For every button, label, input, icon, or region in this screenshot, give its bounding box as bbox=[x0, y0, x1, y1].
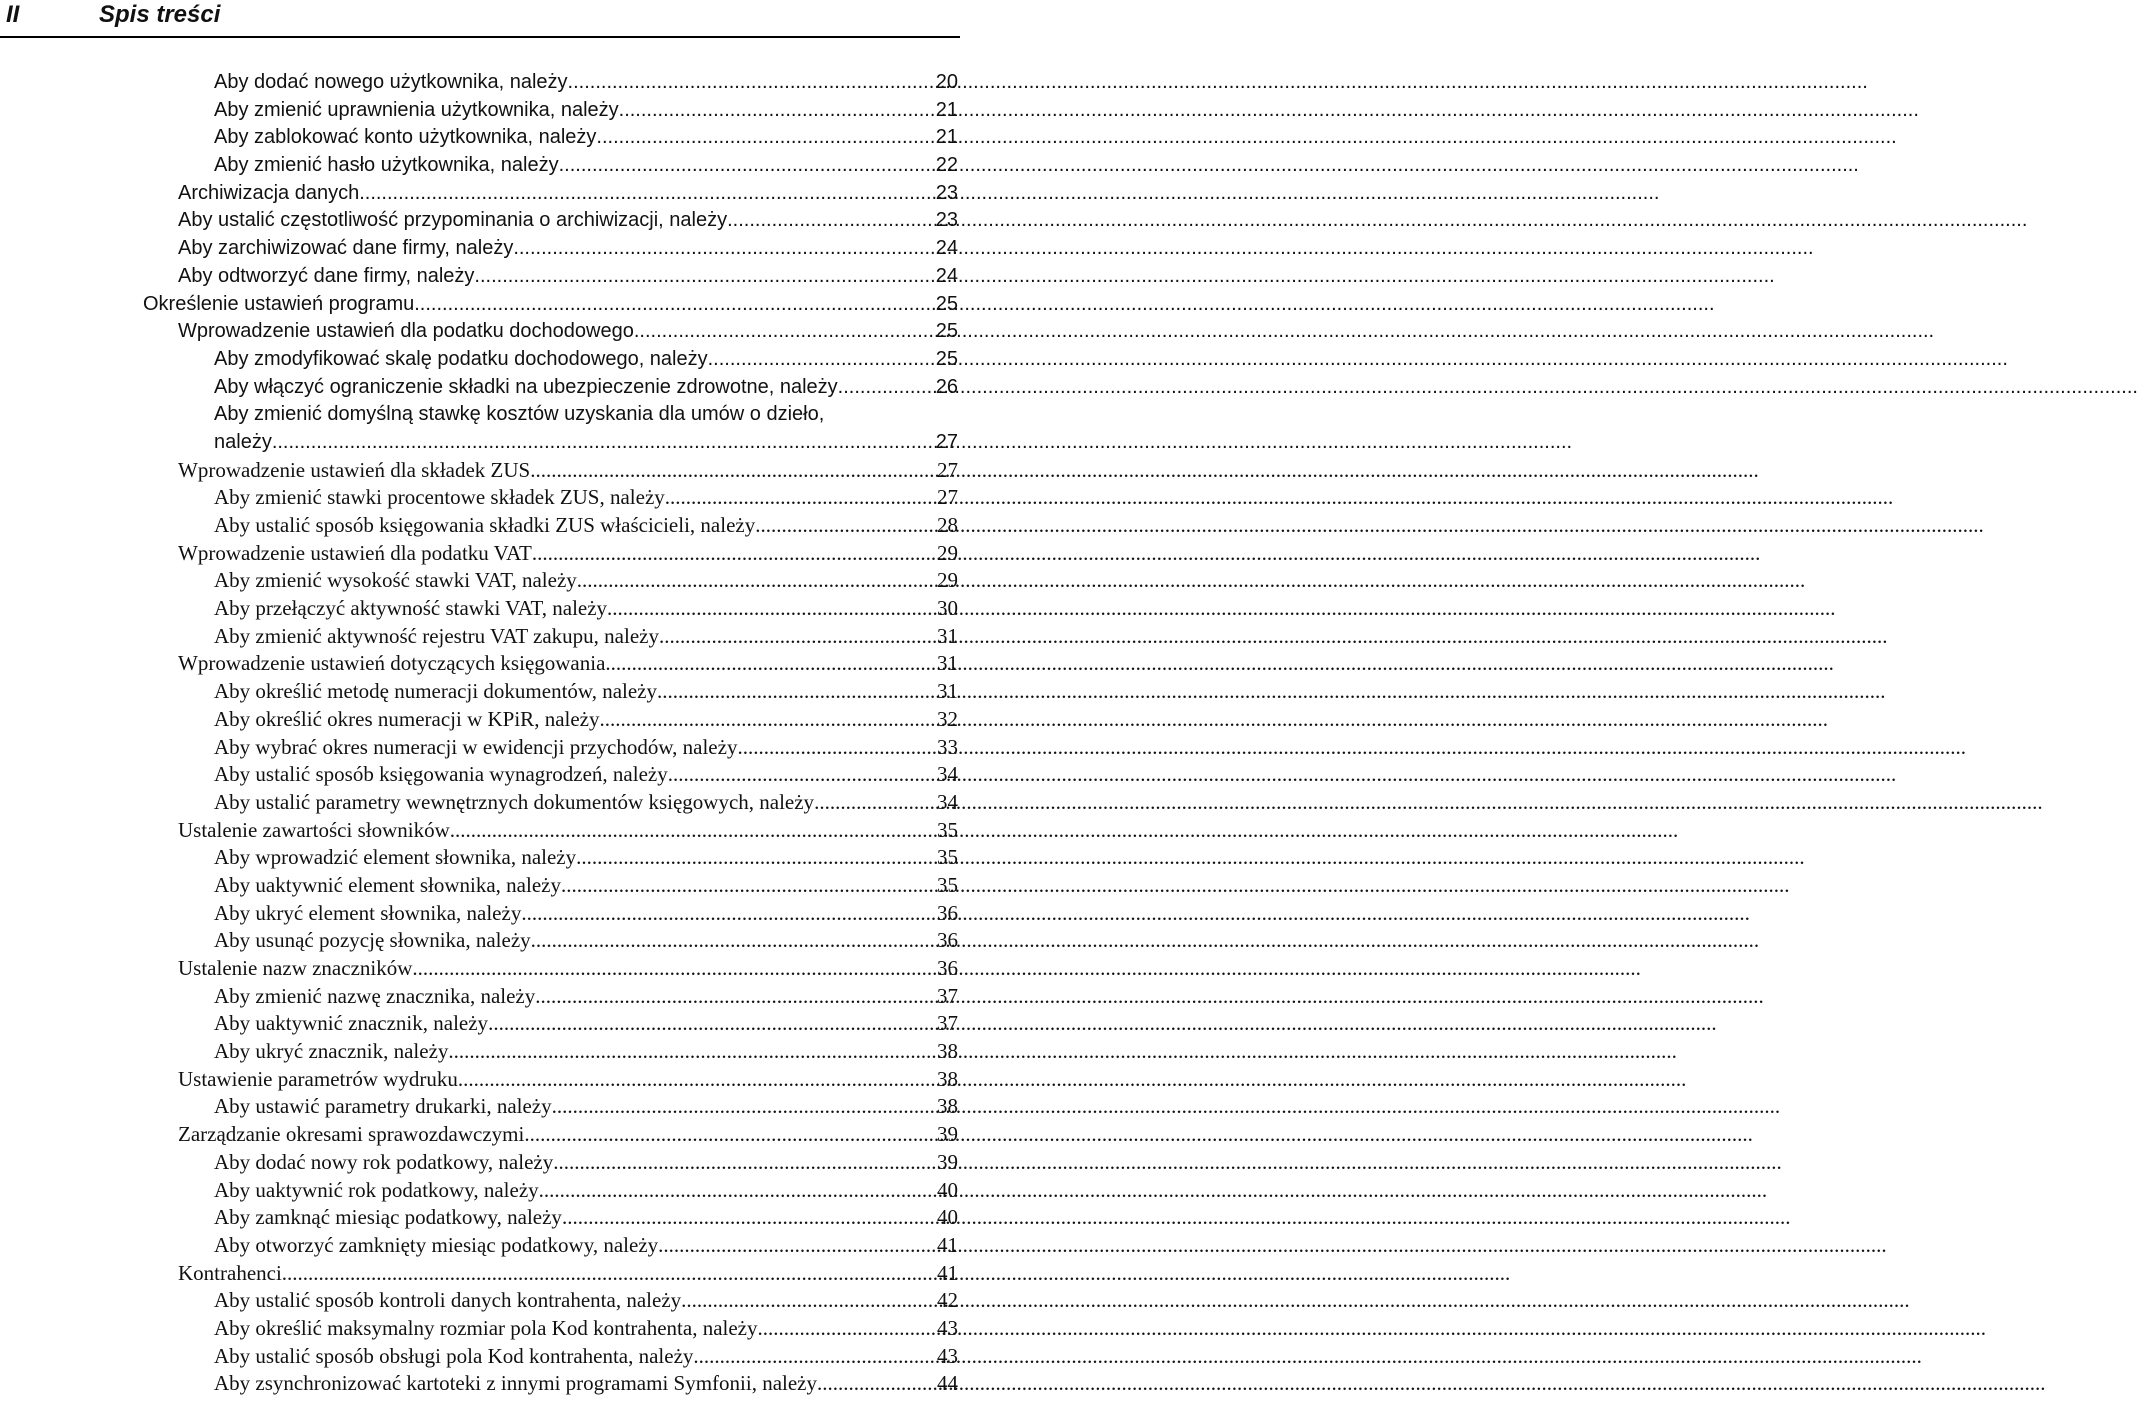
toc-dot-leader bbox=[282, 1260, 937, 1288]
toc-entry-line bbox=[214, 927, 960, 955]
toc-entry[interactable] bbox=[214, 900, 960, 928]
toc-dot-leader bbox=[668, 761, 937, 789]
toc-entry-page: 27 bbox=[937, 485, 958, 510]
toc-entry-title: Aby ustalić parametry wewnętrznych dokumentów księgowych, należy bbox=[214, 789, 815, 814]
toc-entry[interactable] bbox=[214, 1149, 960, 1177]
toc-entry-line bbox=[178, 650, 960, 678]
toc-entry-page: 41 bbox=[937, 1260, 958, 1285]
toc-entry-line bbox=[214, 512, 960, 540]
toc-entry[interactable] bbox=[214, 1370, 960, 1398]
toc-entry[interactable] bbox=[214, 1177, 960, 1205]
toc-entry-title: Aby przełączyć aktywność stawki VAT, należy bbox=[214, 596, 608, 621]
toc-entry-title: Aby ustalić sposób księgowania składki ZUS właścicieli, należy bbox=[214, 513, 756, 537]
toc-entry-title: Aby otworzyć zamknięty miesiąc podatkowy, należy bbox=[214, 1232, 659, 1257]
toc-entry-title: Aby ustalić sposób księgowania wynagrodzeń, należy bbox=[214, 762, 668, 787]
toc-dot-leader bbox=[596, 124, 935, 152]
toc-entry-title: Aby włączyć ograniczenie składki na ubezpieczenie zdrowotne, należy bbox=[214, 375, 838, 398]
toc-entry-title: Aby określić okres numeracji w KPiR, należy bbox=[214, 706, 600, 731]
toc-dot-leader bbox=[838, 374, 936, 402]
toc-entry-page: 24 bbox=[935, 264, 958, 287]
page-header bbox=[0, 0, 960, 38]
toc-entry[interactable] bbox=[214, 1038, 960, 1066]
toc-entry[interactable] bbox=[178, 1121, 960, 1149]
toc-dot-leader bbox=[693, 1343, 937, 1371]
toc-entry-line bbox=[178, 180, 960, 208]
toc-entry-page: 44 bbox=[937, 1371, 958, 1396]
toc-entry[interactable] bbox=[214, 1343, 960, 1371]
toc-entry[interactable] bbox=[214, 734, 960, 762]
toc-entry-page: 27 bbox=[935, 430, 958, 453]
toc-entry-title: Aby ustalić częstotliwość przypominania o archiwizacji, należy bbox=[178, 209, 728, 232]
toc-dot-leader bbox=[412, 955, 937, 983]
toc-entry-line bbox=[214, 789, 960, 817]
toc-dot-leader bbox=[619, 97, 936, 125]
toc-entry-line bbox=[214, 872, 960, 900]
toc-entry-title: Aby określić metodę numeracji dokumentów, należy bbox=[214, 679, 657, 704]
toc-entry-line bbox=[214, 484, 960, 512]
toc-entry-page: 36 bbox=[937, 900, 958, 925]
toc-entry-page: 39 bbox=[937, 1149, 958, 1174]
toc-entry-line bbox=[214, 1149, 960, 1177]
toc-entry-title: Wprowadzenie ustawień dla składek ZUS bbox=[178, 457, 531, 482]
toc-entry[interactable] bbox=[214, 374, 960, 402]
toc-dot-leader bbox=[737, 734, 937, 762]
toc-entry[interactable] bbox=[178, 817, 960, 845]
toc-dot-leader bbox=[414, 291, 936, 319]
toc-entry-line bbox=[214, 900, 960, 928]
toc-dot-leader bbox=[605, 650, 937, 678]
toc-entry-page: 27 bbox=[937, 457, 958, 482]
toc-entry[interactable] bbox=[214, 1093, 960, 1121]
toc-entry-line bbox=[178, 1260, 960, 1288]
toc-entry-line bbox=[214, 1315, 960, 1343]
toc-entry-line bbox=[178, 207, 960, 235]
toc-dot-leader bbox=[539, 1177, 937, 1205]
toc-entry-title: Aby zmienić domyślną stawkę kosztów uzyskania dla umów o dzieło, bbox=[214, 403, 825, 426]
toc-dot-leader bbox=[559, 152, 936, 180]
toc-entry-line bbox=[214, 595, 960, 623]
toc-entry[interactable] bbox=[214, 1204, 960, 1232]
toc-dot-leader bbox=[576, 844, 937, 872]
toc-dot-leader bbox=[665, 484, 937, 512]
toc-entry[interactable] bbox=[214, 567, 960, 595]
toc-entry-title: Aby zmienić uprawnienia użytkownika, należy bbox=[214, 98, 619, 121]
toc-entry[interactable] bbox=[178, 235, 960, 263]
toc-entry[interactable] bbox=[214, 97, 960, 125]
toc-entry-title: Wprowadzenie ustawień dotyczących księgowania bbox=[178, 651, 606, 676]
toc-entry-title: Aby zmienić wysokość stawki VAT, należy bbox=[214, 568, 577, 593]
toc-entry[interactable] bbox=[214, 983, 960, 1011]
toc-entry-page: 36 bbox=[937, 956, 958, 980]
toc-entry-title: Aby zsynchronizować kartoteki z innymi programami Symfonii, należy bbox=[214, 1371, 818, 1396]
toc-entry-title: Aby zablokować konto użytkownika, należy bbox=[214, 126, 597, 149]
toc-entry-line bbox=[214, 346, 960, 374]
toc-entry-page: 41 bbox=[937, 1232, 958, 1257]
toc-entry-title: Aby uaktywnić rok podatkowy, należy bbox=[214, 1177, 539, 1202]
toc-dot-leader bbox=[530, 457, 937, 485]
toc-entry-page: 35 bbox=[937, 845, 958, 870]
toc-entry-title: Aby dodać nowy rok podatkowy, należy bbox=[214, 1149, 554, 1174]
toc-entry-page: 26 bbox=[935, 375, 958, 398]
toc-entry-line bbox=[214, 844, 960, 872]
toc-entry[interactable] bbox=[214, 512, 960, 540]
toc-entry-line bbox=[178, 540, 960, 568]
toc-dot-leader bbox=[488, 1010, 937, 1038]
toc-entry[interactable] bbox=[214, 124, 960, 152]
toc-entry-page: 43 bbox=[937, 1343, 958, 1368]
toc-entry[interactable] bbox=[178, 540, 960, 568]
toc-entry-line bbox=[214, 97, 960, 125]
toc-entry-title: Określenie ustawień programu bbox=[143, 292, 415, 315]
toc-entry-page: 23 bbox=[935, 181, 958, 204]
toc-entry-line bbox=[178, 1121, 960, 1149]
toc-entry[interactable] bbox=[214, 152, 960, 180]
toc-entry-title: Ustawienie parametrów wydruku bbox=[178, 1066, 458, 1091]
toc-entry[interactable] bbox=[178, 1066, 960, 1094]
toc-dot-leader bbox=[600, 706, 938, 734]
toc-dot-leader bbox=[659, 623, 937, 651]
toc-entry-title: Aby uaktywnić element słownika, należy bbox=[214, 872, 561, 897]
toc-entry-line bbox=[178, 457, 960, 485]
toc-entry-page: 43 bbox=[937, 1315, 958, 1340]
toc-entry-line bbox=[214, 1343, 960, 1371]
toc-entry-title: Aby zmienić stawki procentowe składek ZUS, należy bbox=[214, 485, 665, 510]
toc-entry-title: Aby ukryć element słownika, należy bbox=[214, 900, 522, 925]
toc-entry[interactable] bbox=[214, 927, 960, 955]
toc-entry-title: Aby dodać nowego użytkownika, należy bbox=[214, 71, 568, 93]
toc-dot-leader bbox=[814, 789, 937, 817]
toc-entry-line bbox=[214, 152, 960, 180]
toc-entry[interactable] bbox=[214, 69, 960, 97]
toc-entry-line bbox=[214, 1232, 960, 1260]
toc-entry-page: 23 bbox=[935, 209, 958, 232]
toc-entry-page: 34 bbox=[937, 762, 958, 787]
toc-entry-page: 28 bbox=[937, 513, 958, 537]
toc-entry-title: Aby uaktywnić znacznik, należy bbox=[214, 1011, 489, 1036]
toc-entry-page: 29 bbox=[937, 568, 958, 593]
toc-entry-page: 40 bbox=[937, 1177, 958, 1202]
toc-entry[interactable] bbox=[214, 761, 960, 789]
toc-dot-leader bbox=[727, 207, 936, 235]
toc-entry[interactable] bbox=[143, 291, 960, 319]
toc-entry-line bbox=[143, 291, 960, 319]
toc-dot-leader bbox=[272, 429, 936, 457]
toc-entry-title: Aby zmienić aktywność rejestru VAT zakupu, należy bbox=[214, 623, 659, 648]
toc-entry[interactable] bbox=[214, 1315, 960, 1343]
toc-entry[interactable] bbox=[214, 678, 960, 706]
toc-entry-title: należy bbox=[214, 430, 272, 453]
toc-entry[interactable] bbox=[178, 650, 960, 678]
toc-entry-line bbox=[214, 734, 960, 762]
toc-entry-title: Aby zarchiwizować dane firmy, należy bbox=[178, 237, 514, 260]
toc-entry[interactable] bbox=[214, 429, 960, 457]
toc-entry-line bbox=[214, 1287, 960, 1315]
toc-entry-page: 32 bbox=[937, 706, 958, 731]
toc-entry-page: 30 bbox=[937, 596, 958, 621]
toc-entry-page: 36 bbox=[937, 928, 958, 953]
toc-entry-title: Aby usunąć pozycję słownika, należy bbox=[214, 928, 531, 953]
toc-entry-page: 25 bbox=[935, 292, 958, 315]
toc-entry-page: 38 bbox=[937, 1066, 958, 1091]
toc-dot-leader bbox=[513, 235, 935, 263]
toc-entry-line bbox=[214, 761, 960, 789]
toc-dot-leader bbox=[755, 512, 937, 540]
toc-entry-title: Zarządzanie okresami sprawozdawczymi bbox=[178, 1122, 525, 1147]
toc-entry-title: Aby zmienić nazwę znacznika, należy bbox=[214, 983, 536, 1008]
toc-entry[interactable] bbox=[178, 1260, 960, 1288]
toc-entry-page: 33 bbox=[937, 734, 958, 759]
toc-entry[interactable] bbox=[214, 401, 960, 429]
toc-entry-title: Archiwizacja danych bbox=[178, 181, 360, 204]
toc-entry[interactable] bbox=[178, 207, 960, 235]
toc-dot-leader bbox=[359, 180, 936, 208]
toc-dot-leader bbox=[458, 1066, 937, 1094]
toc-dot-leader bbox=[521, 900, 937, 928]
toc-dot-leader bbox=[634, 318, 936, 346]
toc-entry[interactable] bbox=[214, 484, 960, 512]
toc-entry-title: Aby odtworzyć dane firmy, należy bbox=[178, 264, 475, 287]
toc-entry-line bbox=[214, 623, 960, 651]
toc-entry-page: 37 bbox=[937, 983, 958, 1008]
toc-entry-line bbox=[178, 955, 960, 983]
toc-entry-page: 37 bbox=[937, 1011, 958, 1036]
table-of-contents bbox=[0, 69, 960, 1398]
toc-entry-title: Aby określić maksymalny rozmiar pola Kod kontrahenta, należy bbox=[214, 1315, 758, 1340]
toc-dot-leader bbox=[474, 263, 935, 291]
toc-entry-title: Aby zamknąć miesiąc podatkowy, należy bbox=[214, 1205, 562, 1230]
toc-entry-title: Aby zmodyfikować skalę podatku dochodowego, należy bbox=[214, 347, 708, 370]
toc-entry-page: 31 bbox=[937, 623, 958, 648]
toc-entry-line bbox=[214, 1370, 960, 1398]
toc-entry-line bbox=[214, 429, 960, 457]
toc-entry[interactable] bbox=[214, 623, 960, 651]
toc-entry-line bbox=[178, 817, 960, 845]
toc-entry-line bbox=[214, 567, 960, 595]
toc-entry-page: 35 bbox=[937, 817, 958, 842]
toc-entry-page: 35 bbox=[937, 872, 958, 897]
toc-entry[interactable] bbox=[214, 346, 960, 374]
toc-entry[interactable] bbox=[178, 318, 960, 346]
toc-entry-line bbox=[214, 706, 960, 734]
toc-dot-leader bbox=[657, 678, 937, 706]
toc-dot-leader bbox=[681, 1287, 937, 1315]
toc-dot-leader bbox=[562, 1204, 937, 1232]
toc-entry-title: Aby ukryć znacznik, należy bbox=[214, 1039, 449, 1064]
toc-entry-line bbox=[214, 1093, 960, 1121]
toc-entry-page: 42 bbox=[937, 1288, 958, 1313]
toc-entry-page: 24 bbox=[935, 237, 958, 260]
toc-entry-line bbox=[214, 69, 960, 97]
toc-entry-page: 25 bbox=[935, 347, 958, 370]
toc-entry-page: 38 bbox=[937, 1039, 958, 1064]
toc-dot-leader bbox=[607, 595, 937, 623]
toc-entry-page: 25 bbox=[935, 320, 958, 343]
toc-dot-leader bbox=[450, 817, 937, 845]
toc-entry-page: 21 bbox=[935, 98, 958, 121]
toc-dot-leader bbox=[568, 69, 936, 97]
toc-entry-page: 39 bbox=[937, 1122, 958, 1147]
toc-dot-leader bbox=[524, 1121, 937, 1149]
toc-entry-title: Aby ustawić parametry drukarki, należy bbox=[214, 1094, 552, 1119]
toc-entry-title: Aby ustalić sposób obsługi pola Kod kontrahenta, należy bbox=[214, 1343, 694, 1368]
toc-dot-leader bbox=[758, 1315, 938, 1343]
toc-dot-leader bbox=[553, 1149, 937, 1177]
toc-entry[interactable] bbox=[214, 1287, 960, 1315]
toc-entry-page: 31 bbox=[937, 651, 958, 676]
toc-dot-leader bbox=[708, 346, 936, 374]
toc-entry-page: 34 bbox=[937, 789, 958, 814]
toc-dot-leader bbox=[817, 1370, 937, 1398]
toc-entry-title: Wprowadzenie ustawień dla podatku dochodowego bbox=[178, 320, 634, 343]
toc-entry[interactable] bbox=[214, 844, 960, 872]
toc-entry-title: Ustalenie nazw znaczników bbox=[178, 956, 413, 980]
toc-entry-line bbox=[214, 1038, 960, 1066]
toc-entry-line bbox=[178, 318, 960, 346]
toc-entry-line bbox=[214, 124, 960, 152]
toc-entry-page: 21 bbox=[935, 126, 958, 149]
toc-entry[interactable] bbox=[214, 872, 960, 900]
toc-dot-leader bbox=[561, 872, 937, 900]
toc-dot-leader bbox=[448, 1038, 937, 1066]
toc-entry-line bbox=[214, 1177, 960, 1205]
toc-entry-title: Wprowadzenie ustawień dla podatku VAT bbox=[178, 540, 532, 565]
toc-entry-line bbox=[214, 983, 960, 1011]
toc-dot-leader bbox=[531, 927, 937, 955]
toc-entry-line bbox=[214, 1204, 960, 1232]
toc-entry[interactable] bbox=[178, 955, 960, 983]
toc-entry-title: Aby wprowadzić element słownika, należy bbox=[214, 845, 577, 870]
toc-entry-page: 20 bbox=[935, 71, 958, 93]
toc-entry-line bbox=[178, 263, 960, 291]
toc-entry-page: 38 bbox=[937, 1094, 958, 1119]
toc-entry[interactable] bbox=[178, 180, 960, 208]
toc-entry[interactable] bbox=[214, 595, 960, 623]
toc-entry[interactable] bbox=[214, 1010, 960, 1038]
toc-entry-title: Ustalenie zawartości słowników bbox=[178, 817, 450, 842]
toc-entry-title: Kontrahenci bbox=[178, 1260, 282, 1285]
toc-entry[interactable] bbox=[214, 789, 960, 817]
toc-entry-title: Aby wybrać okres numeracji w ewidencji przychodów, należy bbox=[214, 734, 738, 759]
toc-entry-line bbox=[214, 374, 960, 402]
toc-entry-page: 31 bbox=[937, 679, 958, 704]
toc-entry-page: 29 bbox=[937, 540, 958, 565]
toc-dot-leader bbox=[532, 540, 937, 568]
page-number: II bbox=[6, 1, 20, 28]
toc-entry-line bbox=[178, 235, 960, 263]
toc-entry[interactable] bbox=[214, 706, 960, 734]
toc-entry-title: Aby ustalić sposób kontroli danych kontrahenta, należy bbox=[214, 1288, 682, 1313]
toc-dot-leader bbox=[577, 567, 937, 595]
toc-dot-leader bbox=[535, 983, 937, 1011]
toc-entry[interactable] bbox=[178, 457, 960, 485]
section-title: Spis treści bbox=[99, 1, 221, 28]
toc-entry-line bbox=[178, 1066, 960, 1094]
toc-entry-line bbox=[214, 1010, 960, 1038]
toc-entry-page: 40 bbox=[937, 1205, 958, 1230]
toc-entry-line bbox=[214, 678, 960, 706]
toc-entry-title: Aby zmienić hasło użytkownika, należy bbox=[214, 154, 559, 177]
toc-entry[interactable] bbox=[178, 263, 960, 291]
toc-entry-line bbox=[214, 401, 960, 429]
toc-entry[interactable] bbox=[214, 1232, 960, 1260]
toc-entry-page: 22 bbox=[935, 154, 958, 177]
toc-dot-leader bbox=[658, 1232, 937, 1260]
toc-dot-leader bbox=[552, 1093, 937, 1121]
